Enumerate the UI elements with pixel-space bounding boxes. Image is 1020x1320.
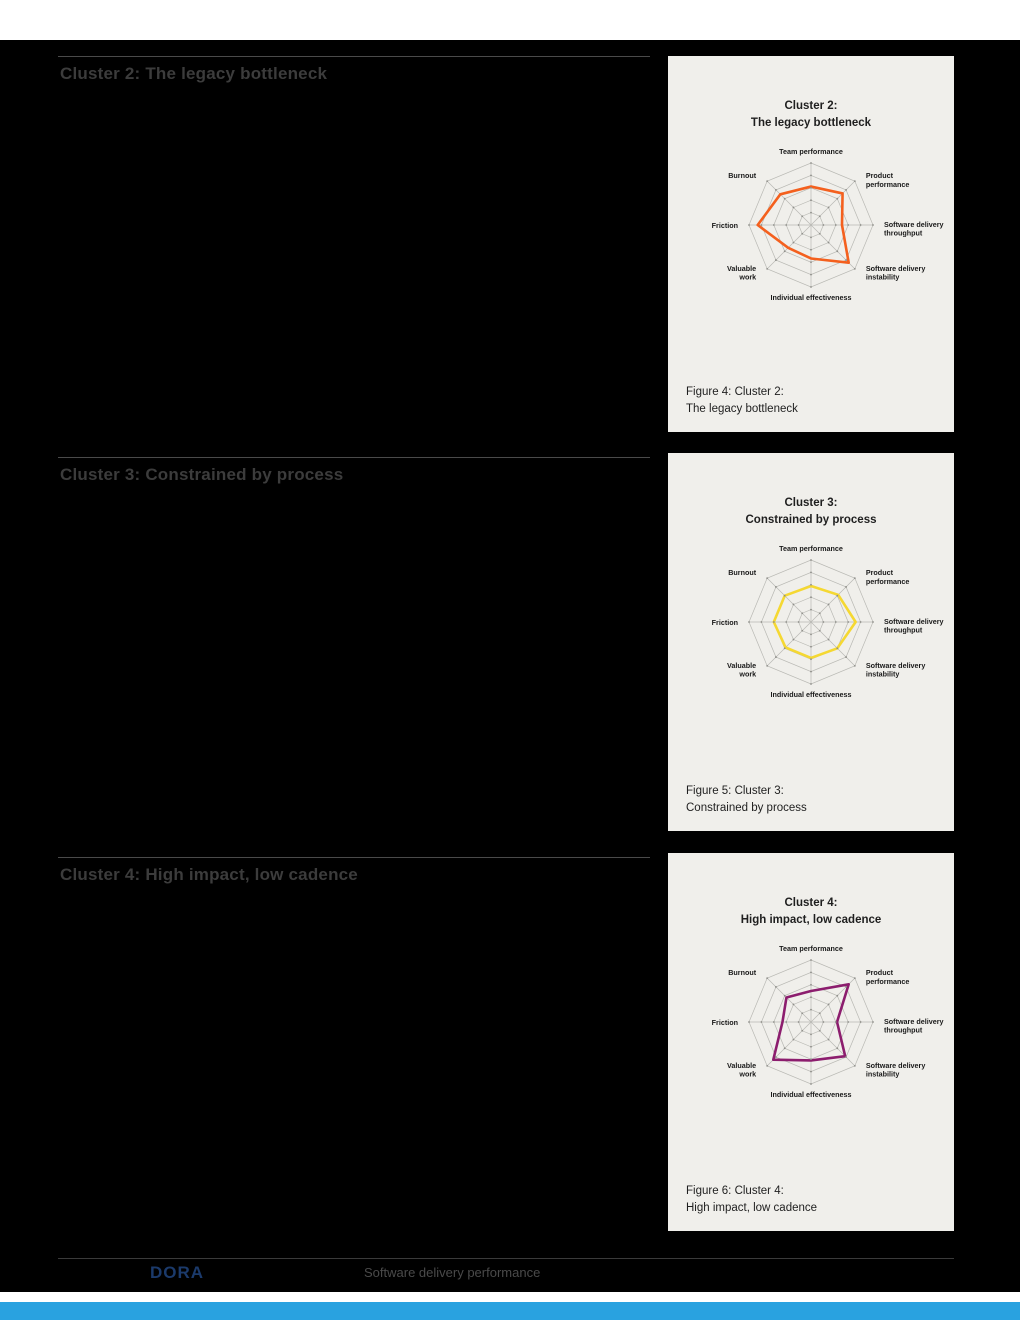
section-heading-cluster-4: Cluster 4: High impact, low cadence [60,865,358,884]
radar-axis-label: Software delivery throughput [884,220,944,238]
section-divider-cluster-4 [58,857,650,858]
figure-title-line1: Cluster 3: [784,497,838,509]
radar-axis-label: Team performance [779,944,843,954]
footer-text: Software delivery performance [364,1265,541,1280]
section-heading-cluster-2: Cluster 2: The legacy bottleneck [60,64,328,83]
figure-caption-line1: Figure 5: Cluster 3: [686,785,784,797]
page-accent-bar [0,1302,1020,1320]
figure-caption-line2: Constrained by process [686,802,807,815]
footer-logo: DORA [150,1263,205,1282]
radar-axis-label: Team performance [779,147,843,157]
page-top-margin [0,0,1020,40]
figure-caption-cluster-4 [686,1183,817,1218]
figure-title-cluster-4 [668,895,954,928]
figure-caption-cluster-2 [686,384,798,419]
radar-axis-label: Burnout [728,171,757,181]
footer-divider [58,1258,954,1259]
radar-chart-cluster-3 [668,534,954,749]
radar-axis-label: Individual effectiveness [770,1090,852,1100]
radar-svg-cluster-3 [668,534,954,749]
radar-axis-label: Product performance [865,568,910,587]
radar-axis-label: Burnout [728,968,757,978]
figure-title-line2: Constrained by process [745,513,877,526]
radar-axis-label: Individual effectiveness [770,293,852,303]
radar-axis-label: Burnout [728,568,757,578]
figure-caption-line2: The legacy bottleneck [686,403,798,416]
figure-caption-line1: Figure 4: Cluster 2: [686,386,784,398]
radar-axis-label: Product performance [865,171,910,190]
figure-title-cluster-3 [668,495,954,528]
radar-axis-label: Valuable work [726,1061,757,1079]
figure-title-cluster-2 [668,98,954,131]
radar-axis-label: Individual effectiveness [770,690,852,700]
radar-axis-label: Product performance [865,968,910,987]
radar-axis-label: Software delivery throughput [884,1017,944,1035]
page-bottom-margin [0,1292,1020,1302]
section-divider-cluster-3 [58,457,650,458]
radar-axis-label: Software delivery instability [865,1061,926,1079]
section-divider-cluster-2 [58,56,650,57]
figure-card-cluster-4 [668,853,954,1231]
radar-axis-label: Software delivery instability [865,661,926,679]
radar-axis-label: Team performance [779,544,843,554]
figure-card-cluster-2 [668,56,954,432]
figure-caption-line1: Figure 6: Cluster 4: [686,1185,784,1197]
figure-caption-cluster-3 [686,783,807,818]
radar-svg-cluster-4 [668,934,954,1149]
radar-axis-label: Software delivery instability [865,264,926,282]
figure-title-line2: High impact, low cadence [740,913,882,926]
radar-axis-label: Friction [711,618,738,628]
figure-caption-line2: High impact, low cadence [686,1202,818,1215]
radar-axis-label: Friction [711,221,738,231]
radar-axis-label: Software delivery throughput [884,617,944,635]
radar-svg-cluster-2 [668,137,954,352]
figure-title-line2: The legacy bottleneck [750,116,872,129]
radar-axis-label: Valuable work [726,264,757,282]
radar-axis-label: Friction [711,1018,738,1028]
figure-title-line1: Cluster 4: [784,897,838,909]
section-heading-cluster-3: Cluster 3: Constrained by process [60,465,344,484]
figure-title-line1: Cluster 2: [784,100,838,112]
radar-chart-cluster-4 [668,934,954,1149]
radar-chart-cluster-2 [668,137,954,352]
figure-card-cluster-3 [668,453,954,831]
radar-axis-label: Valuable work [726,661,757,679]
